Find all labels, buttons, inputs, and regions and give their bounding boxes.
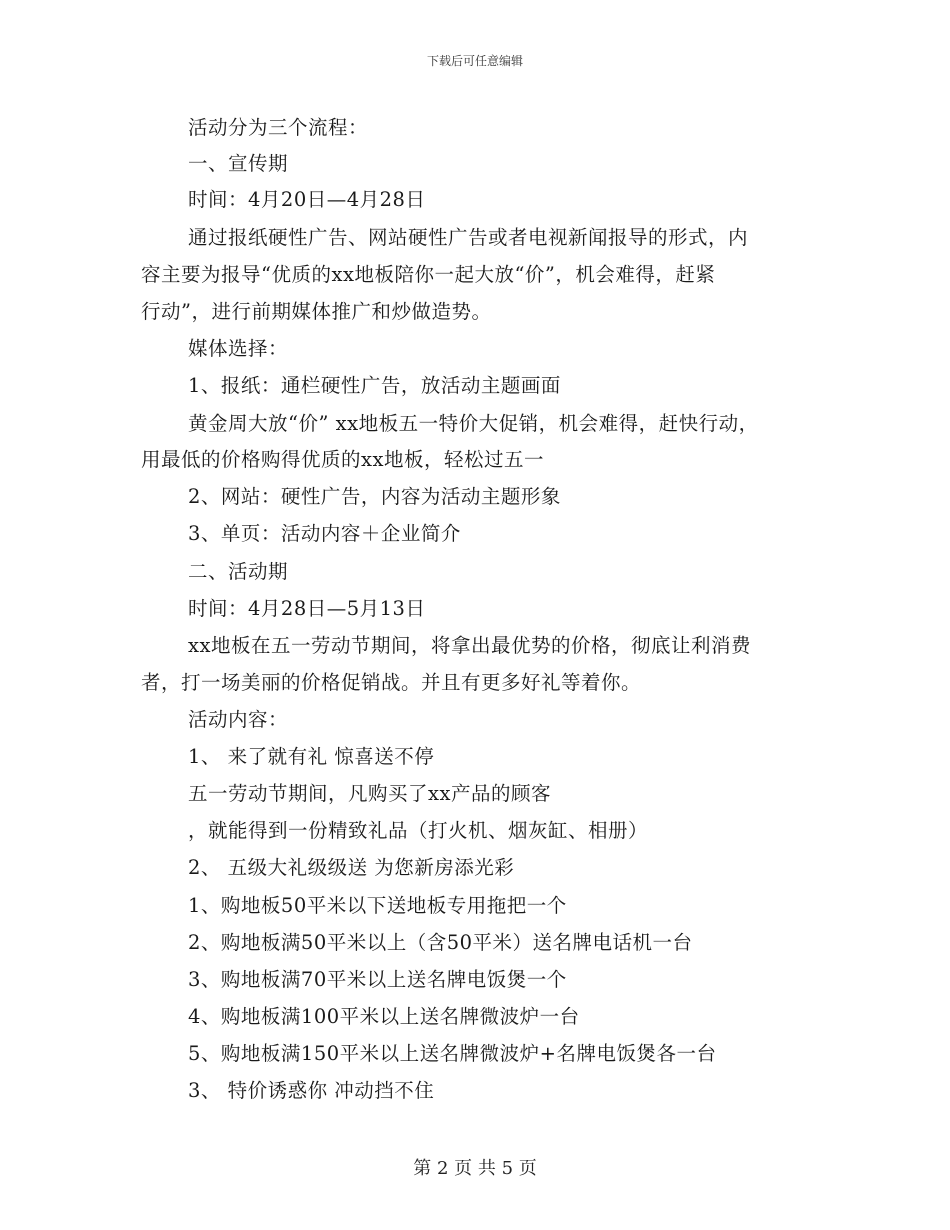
text-line: 1、购地板50平米以下送地板专用拖把一个 (188, 894, 567, 917)
text-line: 4、购地板满100平米以上送名牌微波炉一台 (188, 1005, 580, 1028)
text-line: 时间：4月28日—5月13日 (188, 597, 426, 620)
text-line: 容主要为报导“优质的xx地板陪你一起大放“价”，机会难得，赶紧 (141, 263, 716, 286)
text-line: 行动”，进行前期媒体推广和炒做造势。 (141, 300, 492, 323)
text-line: 活动分为三个流程： (188, 116, 369, 139)
text-line: 五一劳动节期间，凡购买了xx产品的顾客 (188, 782, 551, 805)
text-line: 1、 来了就有礼 惊喜送不停 (188, 745, 435, 768)
text-line: ，就能得到一份精致礼品（打火机、烟灰缸、相册） (188, 819, 649, 842)
text-line: 3、购地板满70平米以上送名牌电饭煲一个 (188, 968, 567, 991)
text-line: 2、网站：硬性广告，内容为活动主题形象 (188, 485, 561, 508)
text-line: 二、活动期 (188, 560, 289, 583)
page-header: 下载后可任意编辑 (426, 54, 523, 68)
text-line: xx地板在五一劳动节期间，将拿出最优势的价格，彻底让利消费 (188, 634, 751, 657)
text-line: 活动内容： (188, 708, 289, 731)
text-line: 用最低的价格购得优质的xx地板，轻松过五一 (141, 448, 544, 471)
text-line: 一、宣传期 (188, 152, 289, 175)
text-line: 3、 特价诱惑你 冲动挡不住 (188, 1079, 435, 1102)
text-line: 黄金周大放“价” xx地板五一特价大促销，机会难得，赶快行动， (188, 412, 759, 435)
text-line: 通过报纸硬性广告、网站硬性广告或者电视新闻报导的形式，内 (188, 226, 749, 249)
text-line: 媒体选择： (188, 337, 289, 360)
text-line: 时间：4月20日—4月28日 (188, 188, 426, 211)
text-line: 者，打一场美丽的价格促销战。并且有更多好礼等着你。 (141, 671, 642, 694)
text-line: 2、购地板满50平米以上（含50平米）送名牌电话机一台 (188, 931, 693, 954)
text-line: 1、报纸：通栏硬性广告，放活动主题画面 (188, 374, 561, 397)
page-footer: 第 2 页 共 5 页 (413, 1158, 537, 1179)
text-line: 2、 五级大礼级级送 为您新房添光彩 (188, 856, 515, 879)
text-line: 3、单页：活动内容＋企业简介 (188, 522, 461, 545)
text-line: 5、购地板满150平米以上送名牌微波炉+名牌电饭煲各一台 (188, 1042, 717, 1065)
